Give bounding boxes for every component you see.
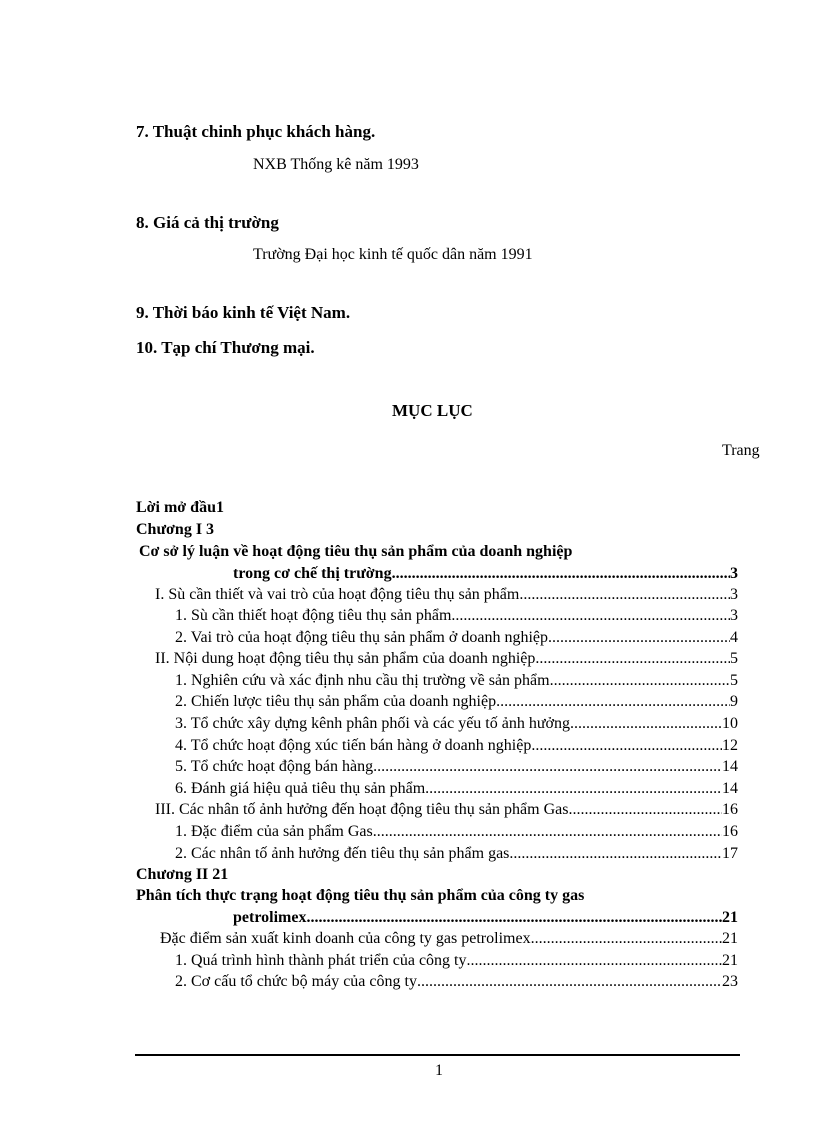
toc-leader-dots [392, 565, 730, 583]
toc-leader-dots [377, 823, 722, 841]
toc-leader-dots [429, 780, 722, 798]
toc-chapter1-title-line1[interactable]: Cơ sở lý luận về hoạt động tiêu thụ sản phẩm của doanh nghiệp [139, 543, 573, 560]
toc-leader-dots [496, 693, 730, 711]
reference-8-title: 8. Giá cả thị trường [136, 213, 279, 232]
toc-page-label: Trang [722, 442, 760, 459]
reference-8-detail: Trường Đại học kinh tế quốc dân năm 1991 [253, 246, 533, 263]
toc-entry-page: 3 [730, 607, 738, 624]
toc-entry-page: 14 [722, 758, 738, 775]
toc-leader-dots [539, 650, 730, 668]
toc-chapter1-label[interactable]: Chương I 3 [136, 521, 215, 538]
toc-chapter1-title-line2[interactable] [233, 565, 738, 583]
toc-entry-text: 6. Đánh giá hiệu quả tiêu thụ sản phẩm. [175, 780, 430, 797]
toc-entry-text: III. Các nhân tố ảnh hưởng đến hoạt động tiêu thụ sản phẩm Gas. [155, 801, 573, 818]
toc-entry[interactable] [175, 607, 738, 625]
toc-chapter2-title-line2[interactable] [233, 909, 738, 927]
toc-entry-text: 4. Tổ chức hoạt động xúc tiến bán hàng ở doanh nghiệp [175, 737, 532, 754]
toc-entry-text: 1. Đặc điểm của sản phẩm Gas. [175, 823, 377, 840]
toc-entry[interactable] [175, 823, 738, 841]
toc-chapter2-title-text: petrolimex [233, 909, 307, 926]
toc-entry-page: 4 [730, 629, 738, 646]
toc-chapter2-title-line1[interactable]: Phân tích thực trạng hoạt động tiêu thụ sản phẩm của công ty gas [136, 887, 585, 904]
page-number: 1 [435, 1062, 443, 1079]
toc-entry-text: 3. Tổ chức xây dựng kênh phân phối và các yếu tố ảnh hưởng [175, 715, 570, 732]
toc-leader-dots [466, 952, 722, 970]
toc-entry-page: 23 [722, 973, 738, 990]
toc-entry[interactable] [155, 801, 738, 819]
toc-entry-page: 9 [730, 693, 738, 710]
toc-entry-page: 21 [722, 930, 738, 947]
toc-entry-page: 16 [722, 823, 738, 840]
toc-leader-dots [417, 973, 722, 991]
toc-entry-text: 1. Quá trình hình thành phát triển của công ty [175, 952, 467, 969]
toc-entry-page: 5 [730, 672, 738, 689]
toc-entry-page: 21 [722, 952, 738, 969]
toc-entry-text: 1. Nghiên cứu và xác định nhu cầu thị trường về sản phẩm. [175, 672, 554, 689]
toc-entry[interactable] [160, 930, 738, 948]
toc-leader-dots [554, 672, 730, 690]
toc-leader-dots [377, 758, 722, 776]
toc-heading: MỤC LỤC [392, 401, 473, 420]
toc-entry-text: 2. Chiến lược tiêu thụ sản phẩm của doanh nghiệp [175, 693, 497, 710]
reference-9-title: 9. Thời báo kinh tế Việt Nam. [136, 303, 351, 322]
toc-entry-page: 16 [722, 801, 738, 818]
toc-entry[interactable] [175, 952, 738, 970]
toc-entry-text: 2. Các nhân tố ảnh hưởng đến tiêu thụ sản phẩm gas. [175, 845, 514, 862]
toc-entry-text: 5. Tổ chức hoạt động bán hàng. [175, 758, 378, 775]
toc-entry[interactable] [175, 758, 738, 776]
toc-entry[interactable] [155, 650, 738, 668]
toc-entry-page: 3 [730, 586, 738, 603]
toc-leader-dots [531, 930, 722, 948]
toc-entry[interactable] [175, 737, 738, 755]
toc-leader-dots [513, 845, 722, 863]
toc-leader-dots [451, 607, 730, 625]
toc-entry-text: 2. Cơ cấu tổ chức bộ máy của công ty [175, 973, 417, 990]
toc-leader-dots [572, 801, 722, 819]
footer-rule [135, 1054, 740, 1056]
toc-leader-dots [531, 737, 722, 755]
toc-entry[interactable] [175, 845, 738, 863]
reference-7-detail: NXB Thống kê năm 1993 [253, 156, 419, 173]
toc-leader-dots [306, 909, 722, 927]
toc-chapter2-label[interactable]: Chương II 21 [136, 866, 229, 883]
toc-entry-page: 5 [730, 650, 738, 667]
toc-entry[interactable] [175, 629, 738, 647]
toc-entry[interactable] [155, 586, 738, 604]
toc-entry[interactable] [175, 693, 738, 711]
toc-entry-text: II. Nội dung hoạt động tiêu thụ sản phẩm của doanh nghiệp. [155, 650, 540, 667]
toc-leader-dots [523, 586, 730, 604]
toc-leader-dots [570, 715, 722, 733]
toc-entry-page: 14 [722, 780, 738, 797]
toc-leader-dots [552, 629, 730, 647]
toc-entry-text: 1. Sù cần thiết hoạt động tiêu thụ sản phẩm [175, 607, 452, 624]
toc-entry[interactable] [175, 780, 738, 798]
toc-chapter1-page: 3 [730, 565, 738, 582]
toc-chapter1-title-text: trong cơ chế thị trường [233, 565, 392, 582]
toc-entry-text: 2. Vai trò của hoạt động tiêu thụ sản phẩm ở doanh nghiệp. [175, 629, 552, 646]
reference-7-title: 7. Thuật chinh phục khách hàng. [136, 122, 376, 141]
toc-entry-text: I. Sù cần thiết và vai trò của hoạt động tiêu thụ sản phẩm. [155, 586, 524, 603]
toc-entry[interactable] [175, 672, 738, 690]
toc-entry[interactable] [175, 973, 738, 991]
toc-entry-text: Đặc điểm sản xuất kinh doanh của công ty gas petrolimex [160, 930, 531, 947]
toc-entry-page: 10 [722, 715, 738, 732]
toc-chapter2-page: 21 [722, 909, 738, 926]
toc-entry-page: 12 [722, 737, 738, 754]
reference-10-title: 10. Tạp chí Thương mại. [136, 338, 315, 357]
toc-intro[interactable]: Lời mở đầu1 [136, 499, 224, 516]
toc-entry[interactable] [175, 715, 738, 733]
toc-entry-page: 17 [722, 845, 738, 862]
